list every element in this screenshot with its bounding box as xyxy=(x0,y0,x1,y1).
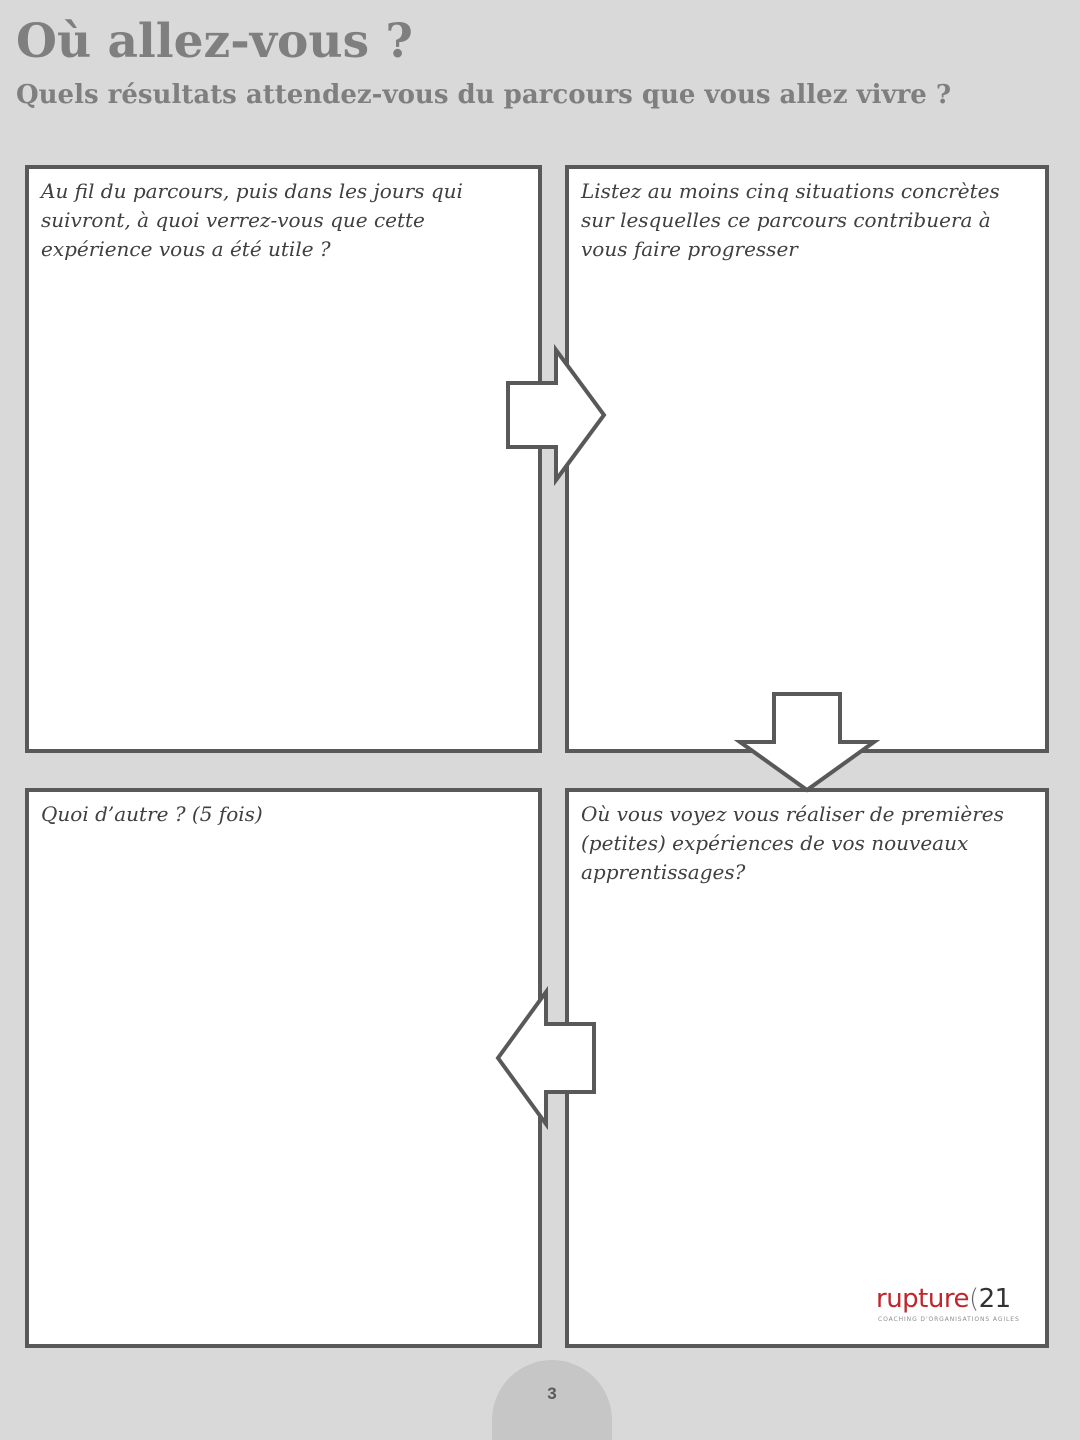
rupture21-logo xyxy=(876,1284,1026,1328)
logo-tagline: COACHING D'ORGANISATIONS AGILES xyxy=(878,1316,1020,1323)
box-top-left-prompt: Au fil du parcours, puis dans les jours qui suivront, à quoi verrez-vous que cette expérience vous a été utile ? xyxy=(41,179,463,261)
box-bottom-left-prompt: Quoi d’autre ? (5 fois) xyxy=(41,802,263,826)
page-number: 3 xyxy=(547,1384,557,1403)
box-top-left xyxy=(25,165,542,753)
logo-word: rupture xyxy=(876,1284,969,1314)
arrow-down-icon xyxy=(732,688,882,796)
logo-number: 21 xyxy=(978,1284,1011,1314)
page-number-tab xyxy=(492,1360,612,1440)
box-bottom-right-prompt: Où vous voyez vous réaliser de premières (petites) expériences de vos nouveaux apprentissages? xyxy=(581,802,1004,884)
box-bottom-right xyxy=(565,788,1049,1348)
box-top-right-prompt: Listez au moins cinq situations concrètes sur lesquelles ce parcours contribuera à vous faire progresser xyxy=(581,179,1000,261)
page-title: Où allez-vous ? xyxy=(16,14,413,69)
box-bottom-left xyxy=(25,788,542,1348)
logo-paren: ( xyxy=(968,1284,979,1314)
box-top-right xyxy=(565,165,1049,753)
arrow-right-icon xyxy=(500,340,612,490)
arrow-left-icon xyxy=(490,984,602,1132)
page-subtitle: Quels résultats attendez-vous du parcours que vous allez vivre ? xyxy=(16,80,952,110)
